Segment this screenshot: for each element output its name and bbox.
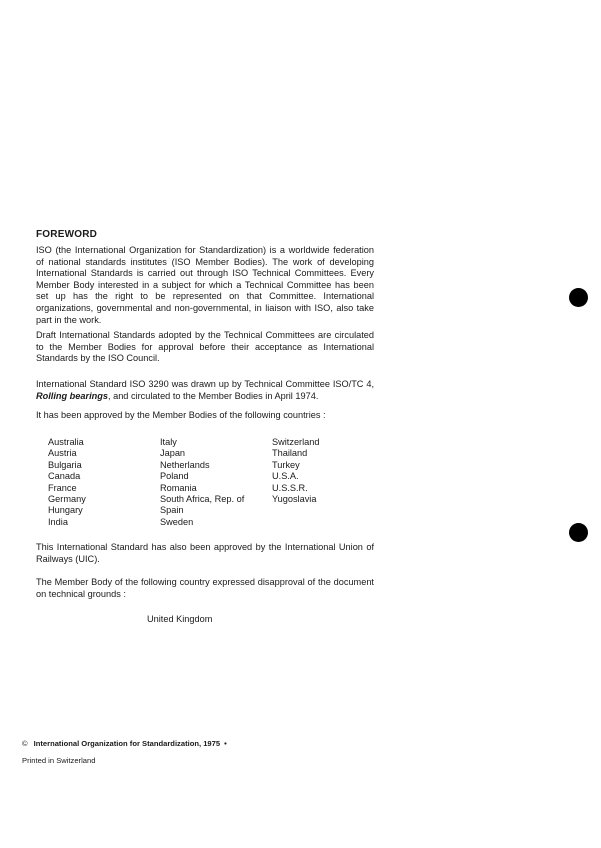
disapproving-country: United Kingdom xyxy=(147,614,213,624)
country-item: Hungary xyxy=(48,505,83,516)
origin-text-a: International Standard ISO 3290 was drawn up by Technical Committee ISO/TC 4, xyxy=(36,379,374,389)
paragraph-disapproval: The Member Body of the following country expressed disapproval of the document on technical grounds : xyxy=(36,577,374,599)
punch-hole-top xyxy=(569,288,588,307)
paragraph-approved-by: It has been approved by the Member Bodies of the following countries : xyxy=(36,410,326,420)
copyright-symbol: © xyxy=(22,739,28,748)
printed-in-line: Printed in Switzerland xyxy=(22,756,96,765)
country-item: Italy xyxy=(160,437,177,447)
paragraph-standard-origin xyxy=(36,379,374,402)
country-item: Yugoslavia xyxy=(272,494,317,505)
country-item: Germany xyxy=(48,494,86,505)
origin-text-b: , and circulated to the Member Bodies in April 1974. xyxy=(107,390,319,401)
country-item: Switzerland xyxy=(272,437,320,447)
country-item: Turkey xyxy=(272,459,300,470)
country-column-3 xyxy=(272,437,392,505)
origin-committee-title: Rolling bearings xyxy=(36,390,108,401)
copyright-line xyxy=(22,739,227,748)
country-item: Bulgaria xyxy=(48,459,82,470)
country-item: France xyxy=(48,482,77,493)
country-item: Thailand xyxy=(272,448,308,459)
country-item: India xyxy=(48,516,68,527)
country-item: Poland xyxy=(160,471,189,482)
copyright-text: International Organization for Standardization, 1975 xyxy=(33,739,221,748)
bullet-mark: • xyxy=(224,739,227,748)
country-column-2 xyxy=(160,437,280,528)
country-item: U.S.S.R. xyxy=(272,482,308,493)
paragraph-iso-intro: ISO (the International Organization for Standardization) is a worldwide federation of national standards institutes (ISO Member Bodies). The work of developing International Standards is carried out through ISO Technical Committees. Every Member Body interested in a subject for which a Technical Committee has been set up has the right to be represented on that Committee. International organizations, governmental and non-governmental, in liaison with ISO, also take part in the work. xyxy=(36,245,374,325)
country-item: U.S.A. xyxy=(272,471,299,482)
country-item: Australia xyxy=(48,437,84,447)
foreword-heading: FOREWORD xyxy=(36,229,98,240)
country-column-1 xyxy=(48,437,168,528)
country-item: South Africa, Rep. of xyxy=(160,494,245,505)
country-item: Romania xyxy=(160,482,197,493)
country-item: Canada xyxy=(48,471,81,482)
country-item: Austria xyxy=(48,448,77,459)
paragraph-draft-standards: Draft International Standards adopted by the Technical Committees are circulated to the Member Bodies for approval before their acceptance as International Standards by the ISO Council. xyxy=(36,330,374,364)
country-item: Sweden xyxy=(160,516,194,527)
country-item: Spain xyxy=(160,505,184,516)
punch-hole-bottom xyxy=(569,523,588,542)
country-item: Japan xyxy=(160,448,186,459)
country-item: Netherlands xyxy=(160,459,210,470)
paragraph-uic-approval: This International Standard has also been approved by the International Union of Railways (UIC). xyxy=(36,542,374,564)
